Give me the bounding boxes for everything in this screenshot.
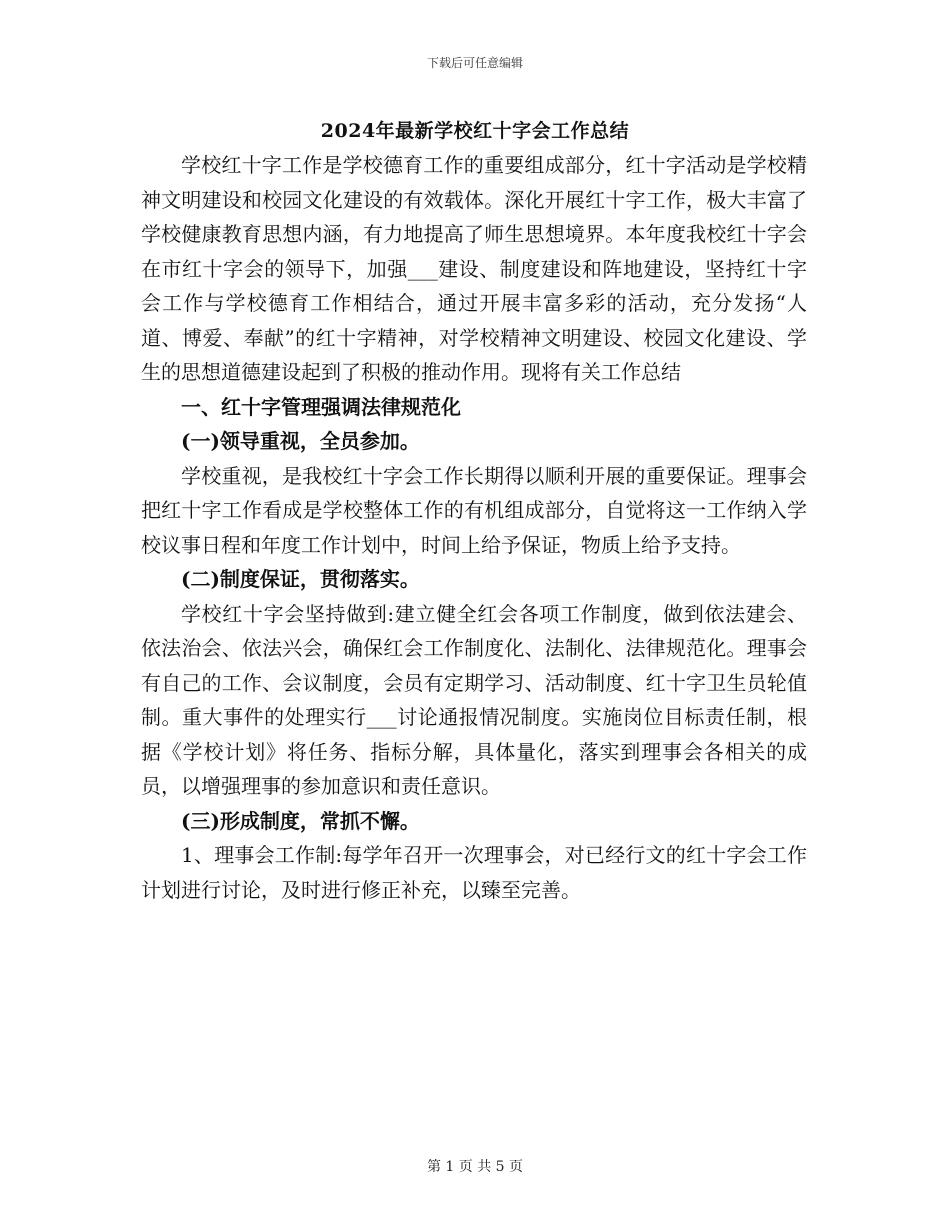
subsection-paragraph-1: 学校重视，是我校红十字会工作长期得以顺利开展的重要保证。理事会把红十字工作看成是学校整体工作的有机组成部分，自觉将这一工作纳入学校议事日程和年度工作计划中，时间上给予保证，物质上给予支持。 xyxy=(141,463,807,557)
intro-paragraph: 学校红十字工作是学校德育工作的重要组成部分，红十字活动是学校精神文明建设和校园文化建设的有效载体。深化开展红十字工作，极大丰富了学校健康教育思想内涵，有力地提高了师生思想境界。本年度我校红十字会在市红十字会的领导下，加强___建设、制度建设和阵地建设，坚持红十字会工作与学校德育工作相结合，通过开展丰富多彩的活动，充分发扬“人道、博爱、奉献”的红十字精神，对学校精神文明建设、校园文化建设、学生的思想道德建设起到了积极的推动作用。现将有关工作总结 xyxy=(141,153,807,384)
subsection-heading-2: (二)制度保证，贯彻落实。 xyxy=(181,567,420,591)
subsection-heading-1: (一)领导重视，全员参加。 xyxy=(181,429,420,453)
document-body xyxy=(141,148,807,907)
page-title: 2024年最新学校红十字会工作总结 xyxy=(320,120,630,142)
subsection-paragraph-2: 学校红十字会坚持做到:建立健全红会各项工作制度，做到依法建会、依法治会、依法兴会，确保红会工作制度化、法制化、法律规范化。理事会有自己的工作、会议制度，会员有定期学习、活动制度、红十字卫生员轮值制。重大事件的处理实行___讨论通报情况制度。实施岗位目标责任制，根据《学校计划》将任务、指标分解，具体量化，落实到理事会各相关的成员，以增强理事的参加意识和责任意识。 xyxy=(141,601,807,798)
subsection-paragraph-3: 1、理事会工作制:每学年召开一次理事会，对已经行文的红十字会工作计划进行讨论，及时进行修正补充，以臻至完善。 xyxy=(141,843,807,902)
subsection-heading-3: (三)形成制度，常抓不懈。 xyxy=(181,808,420,833)
header-note: 下载后可任意编辑 xyxy=(426,56,523,70)
page-number-footer: 第 1 页 共 5 页 xyxy=(426,1159,524,1175)
section-heading-1: 一、红十字管理强调法律规范化 xyxy=(181,394,461,419)
